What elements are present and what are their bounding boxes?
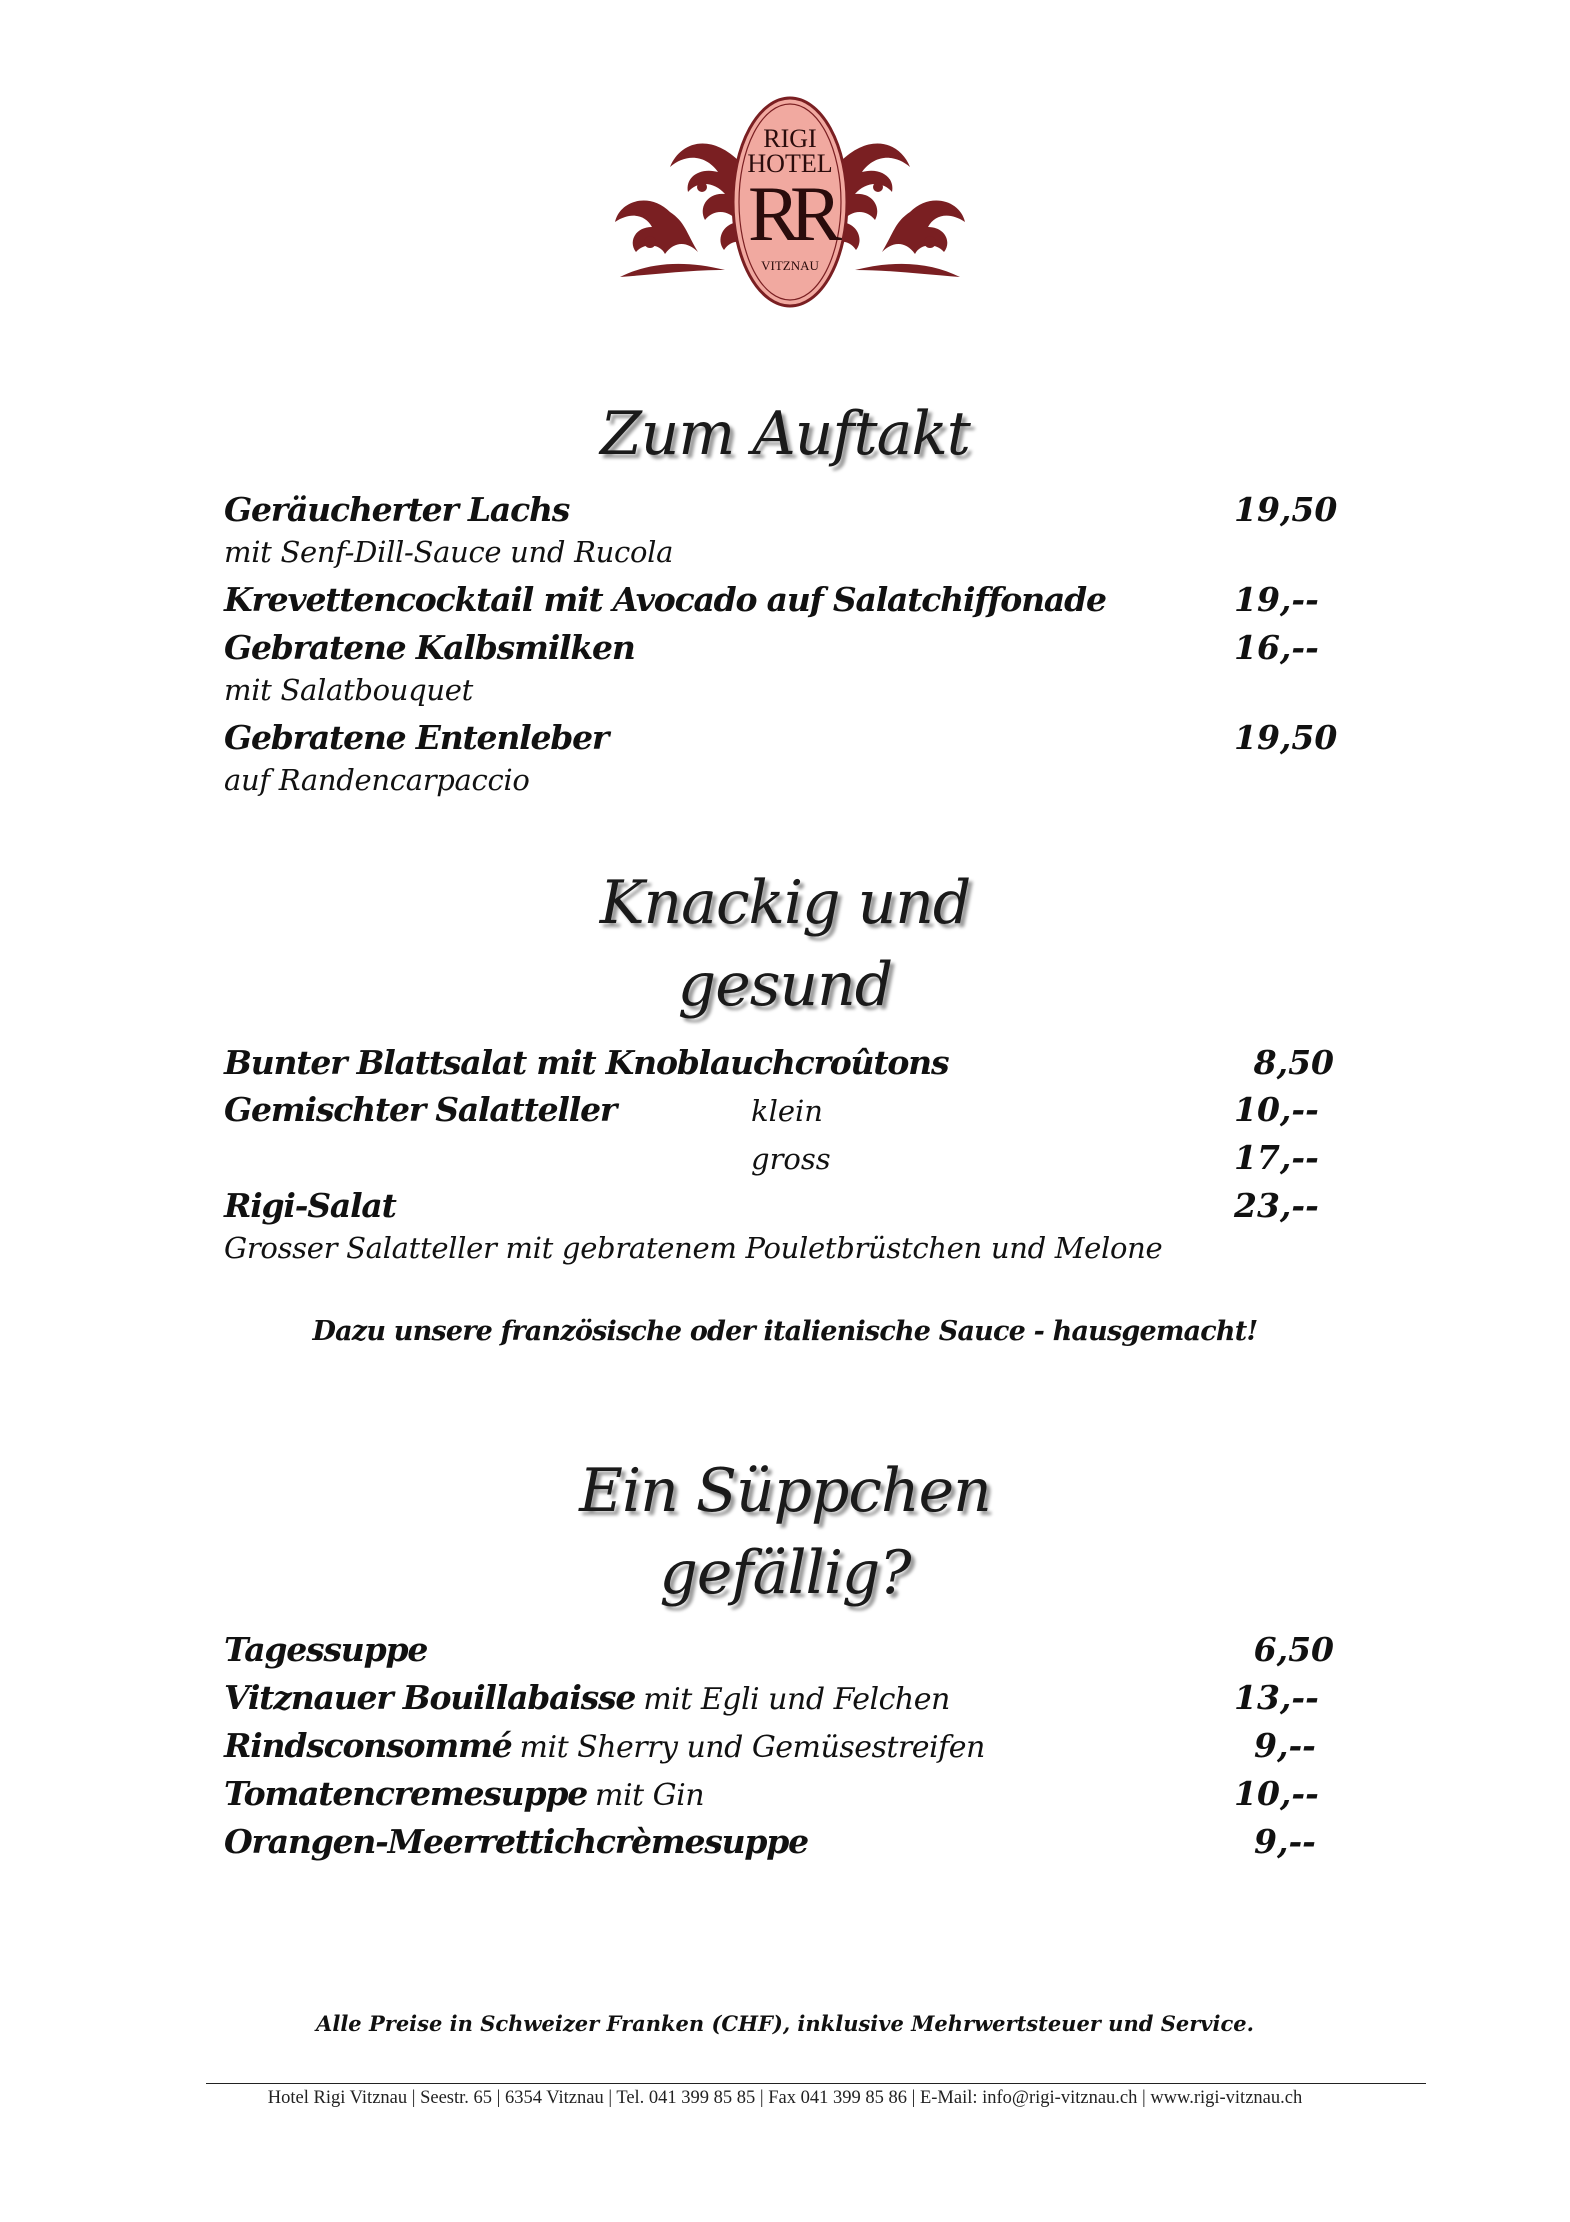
item-description: Grosser Salatteller mit gebratenem Pouletbrüstchen und Melone <box>224 1231 1163 1265</box>
menu-item <box>224 1043 1334 1089</box>
item-description: mit Egli und Felchen <box>643 1682 950 1717</box>
logo-place: VITZNAU <box>761 258 819 273</box>
item-name: Rigi-Salat <box>224 1186 396 1225</box>
item-name: Geräucherter Lachs <box>224 490 570 529</box>
item-name: Krevettencocktail mit Avocado auf Salatchiffonade <box>224 580 1106 619</box>
menu-item <box>224 490 1338 536</box>
item-name: Orangen-Meerrettichcrèmesuppe <box>224 1822 808 1861</box>
section-title-suppe-line1: Ein Süppchen <box>579 1456 991 1526</box>
item-price: 8,50 <box>1253 1043 1334 1082</box>
menu-item <box>224 580 1334 626</box>
item-description: mit Sherry und Gemüsestreifen <box>519 1730 985 1765</box>
item-price: 10,-- <box>1234 1774 1319 1813</box>
item-description: mit Senf-Dill-Sauce und Rucola <box>224 535 674 569</box>
item-price: 9,-- <box>1254 1822 1316 1861</box>
item-description: mit Gin <box>595 1778 705 1813</box>
item-price: 17,-- <box>1234 1138 1319 1177</box>
menu-item <box>224 718 1338 764</box>
item-price: 19,50 <box>1234 718 1338 757</box>
price-footnote: Alle Preise in Schweizer Franken (CHF), inklusive Mehrwertsteuer und Service. <box>316 2011 1254 2036</box>
menu-item <box>224 1186 1334 1232</box>
section-title-suppe-line2: gefällig? <box>659 1538 911 1608</box>
logo-line2: HOTEL <box>747 149 833 178</box>
menu-item <box>224 628 1334 674</box>
logo-monogram: RR <box>747 170 833 257</box>
item-name: Tagessuppe <box>224 1630 428 1669</box>
item-price: 13,-- <box>1234 1678 1319 1717</box>
menu-item <box>224 1090 1334 1136</box>
item-price: 19,-- <box>1234 580 1319 619</box>
item-name: Gebratene Entenleber <box>224 718 609 757</box>
item-price: 23,-- <box>1234 1186 1319 1225</box>
section-title-salat-line1: Knackig und <box>599 868 971 938</box>
item-name: Tomatencremesuppe <box>224 1774 588 1813</box>
item-price: 9,-- <box>1254 1726 1316 1765</box>
contact-line: Hotel Rigi Vitznau | Seestr. 65 | 6354 Vitznau | Tel. 041 399 85 85 | Fax 041 399 85 86 | E-Mail: info@rigi-vitznau.ch | www.rigi-vitznau.ch <box>267 2088 1303 2108</box>
item-size: klein <box>751 1094 823 1128</box>
menu-item <box>224 1822 1334 1868</box>
menu-item <box>224 1630 1334 1676</box>
item-price: 10,-- <box>1234 1090 1319 1129</box>
hotel-logo <box>590 92 990 312</box>
item-price: 6,50 <box>1253 1630 1334 1669</box>
item-name: Vitznauer Bouillabaisse <box>224 1678 636 1717</box>
section-title-salat-line2: gesund <box>677 950 893 1020</box>
sauce-note: Dazu unsere französische oder italienische Sauce - hausgemacht! <box>312 1316 1258 1347</box>
item-name: Rindsconsommé <box>224 1726 512 1765</box>
menu-item <box>224 1138 1334 1184</box>
item-name: Gemischter Salatteller <box>224 1090 617 1129</box>
item-description: mit Salatbouquet <box>224 673 473 707</box>
menu-item <box>224 1774 1334 1820</box>
item-name: Bunter Blattsalat mit Knoblauchcroûtons <box>224 1043 949 1082</box>
menu-item <box>224 1726 1334 1772</box>
menu-item <box>224 1678 1334 1724</box>
logo-line1: RIGI <box>763 124 817 153</box>
item-size: gross <box>751 1142 831 1176</box>
footer-divider <box>206 2083 1426 2084</box>
item-price: 19,50 <box>1234 490 1338 529</box>
item-price: 16,-- <box>1234 628 1319 667</box>
item-description: auf Randencarpaccio <box>224 763 530 797</box>
item-name: Gebratene Kalbsmilken <box>224 628 635 667</box>
section-title-auftakt: Zum Auftakt <box>600 399 970 469</box>
